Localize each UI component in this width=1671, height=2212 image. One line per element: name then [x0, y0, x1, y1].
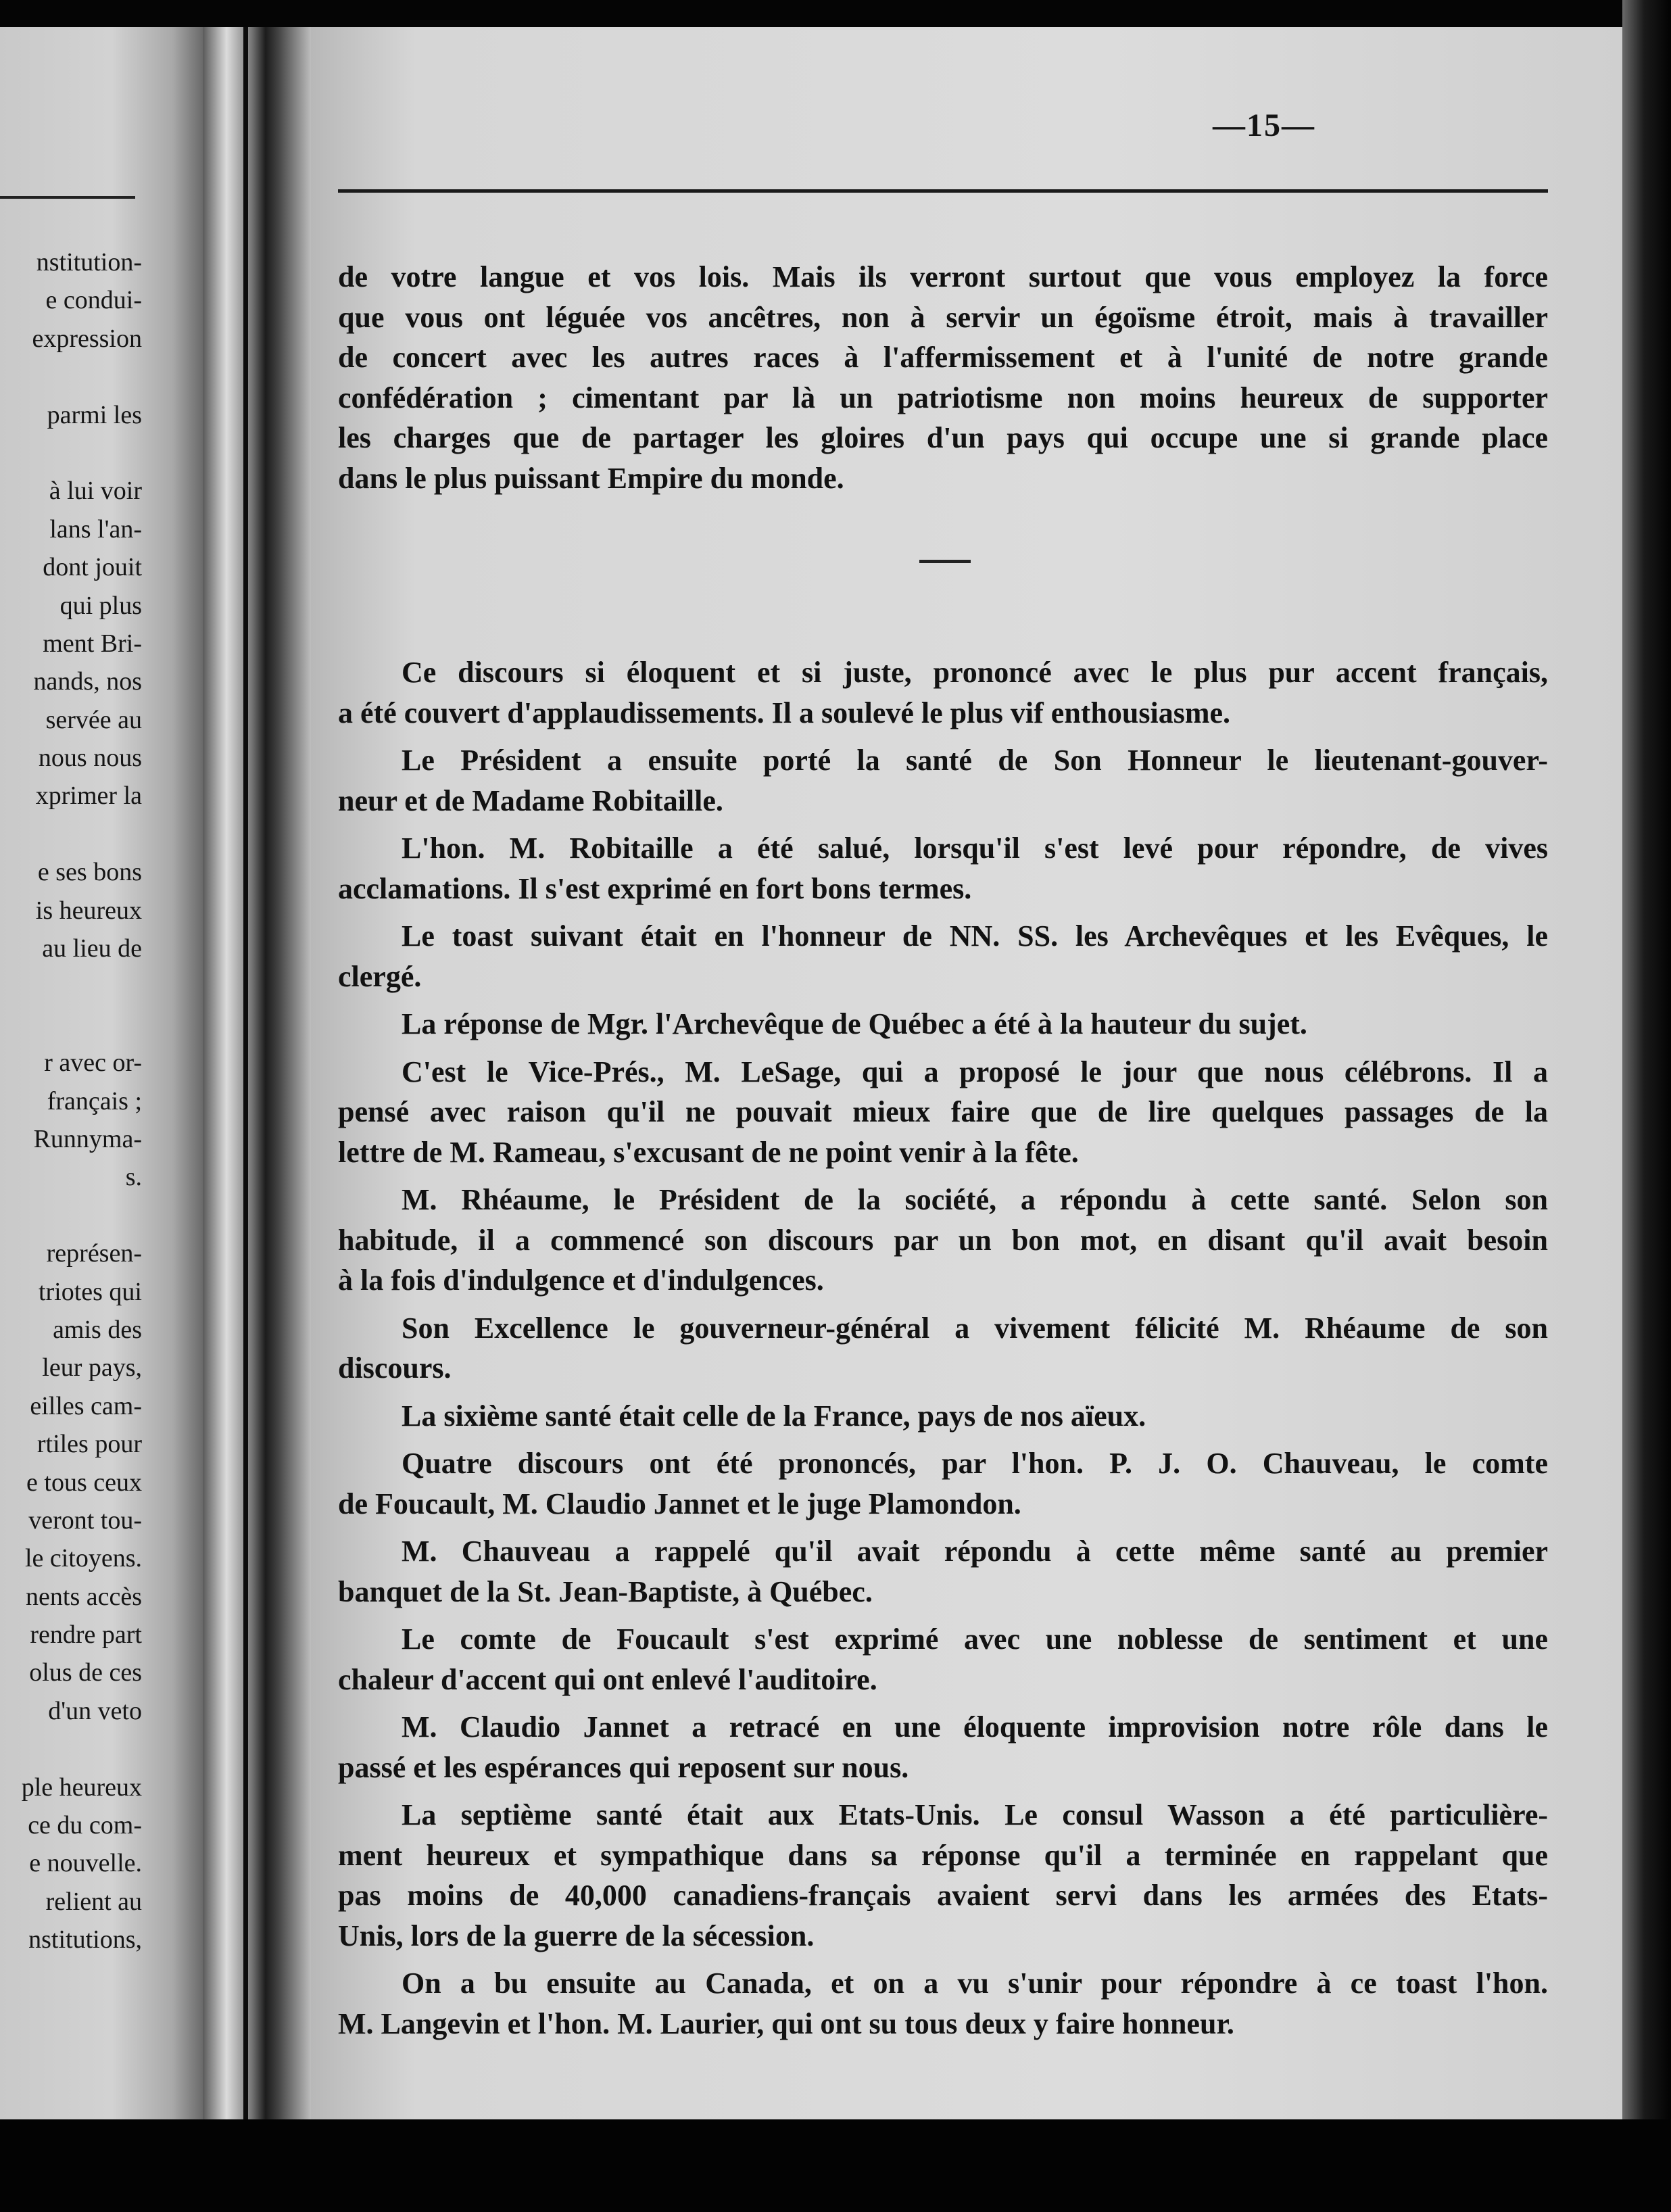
text-line: clergé.: [338, 959, 422, 993]
fragment-line: parmi les: [47, 400, 142, 429]
paragraph: [338, 828, 1548, 909]
text-line: Son Excellence le gouverneur-général a vivement félicité M. Rhéaume de son: [402, 1311, 1548, 1345]
text-line: que vous ont léguée vos ancêtres, non à servir un égoïsme étroit, mais à travailler: [338, 300, 1548, 334]
text-line: L'hon. M. Robitaille a été salué, lorsqu'il s'est levé pour répondre, de vives: [402, 832, 1548, 865]
fragment-line: relient au: [45, 1887, 142, 1916]
fragment-line: triotes qui: [38, 1277, 142, 1306]
text-line: Le Président a ensuite porté la santé de Son Honneur le lieutenant-gouver-: [402, 744, 1548, 777]
fragment-line: Runnyma-: [33, 1124, 142, 1153]
fragment-line: e nouvelle.: [29, 1849, 142, 1878]
fragment-line: le citoyens.: [24, 1544, 142, 1573]
text-line: lettre de M. Rameau, s'excusant de ne point venir à la fête.: [338, 1135, 1079, 1169]
paragraph: [338, 1308, 1548, 1389]
text-line: de concert avec les autres races à l'affermissement et à l'unité de notre grande: [338, 341, 1548, 374]
paragraph: [338, 1396, 1548, 1437]
text-line: M. Langevin et l'hon. M. Laurier, qui ont su tous deux y faire honneur.: [338, 2006, 1234, 2040]
fragment-line: olus de ces: [29, 1658, 142, 1687]
text-line: discours.: [338, 1351, 452, 1385]
fragment-line: représen-: [46, 1239, 142, 1268]
paragraph: [338, 1531, 1548, 1612]
film-border-right: [1622, 0, 1671, 2212]
fragment-line: e tous ceux: [26, 1468, 142, 1497]
fragment-line: nands, nos: [33, 667, 142, 696]
text-line: de votre langue et vos lois. Mais ils verront surtout que vous employez la force: [338, 260, 1548, 293]
text-line: banquet de la St. Jean-Baptiste, à Québec.: [338, 1574, 873, 1608]
text-line: M. Chauveau a rappelé qu'il avait répondu à cette même santé au premier: [402, 1535, 1548, 1568]
text-line: C'est le Vice-Prés., M. LeSage, qui a proposé le jour que nous célébrons. Il a: [402, 1055, 1548, 1088]
paragraph: [338, 1180, 1548, 1301]
text-line: Ce discours si éloquent et si juste, prononcé avec le plus pur accent français,: [402, 656, 1548, 689]
fragment-line: e ses bons: [37, 858, 142, 887]
book-gutter: [203, 27, 311, 2119]
fragment-line: is heureux: [35, 896, 142, 925]
document-page: [311, 27, 1622, 2119]
text-line: Quatre discours ont été prononcés, par l'hon. P. J. O. Chauveau, le comte: [402, 1447, 1548, 1480]
text-line: La sixième santé était celle de la France, pays de nos aïeux.: [402, 1399, 1146, 1433]
fragment-line: veront tou-: [28, 1506, 142, 1535]
paragraph: [338, 1795, 1548, 1956]
fragment-line: lans l'an-: [49, 514, 142, 544]
binding-seam: [243, 27, 248, 2119]
section-separator: [919, 560, 971, 563]
text-line: a été couvert d'applaudissements. Il a soulevé le plus vif enthousiasme.: [338, 696, 1231, 729]
opening-paragraph: [338, 257, 1548, 498]
text-line: confédération ; cimentant par là un patriotisme non moins heureux de supporter: [338, 381, 1548, 414]
fragment-line: ment Bri-: [43, 629, 142, 658]
text-line: passé et les espérances qui reposent sur nous.: [338, 1750, 909, 1784]
fragment-line: nents accès: [26, 1582, 142, 1611]
text-line: habitude, il a commencé son discours par un bon mot, en disant qu'il avait besoin: [338, 1223, 1548, 1257]
text-line: On a bu ensuite au Canada, et on a vu s'unir pour répondre à ce toast l'hon.: [402, 1967, 1548, 2000]
blank-line: [0, 1197, 142, 1234]
fragment-line: ple heureux: [21, 1773, 142, 1802]
blank-line: [0, 1006, 142, 1044]
blank-line: [0, 1730, 142, 1768]
facing-page-fragment: [0, 27, 203, 2119]
page-number: —15—: [1213, 107, 1315, 143]
fragment-line: rendre part: [30, 1620, 142, 1650]
text-line: Le comte de Foucault s'est exprimé avec une noblesse de sentiment et une: [402, 1622, 1548, 1656]
fragment-line: nous nous: [38, 744, 142, 773]
text-line: de Foucault, M. Claudio Jannet et le juge Plamondon.: [338, 1487, 1021, 1520]
blank-line: [0, 815, 142, 853]
fragment-line: qui plus: [59, 591, 142, 620]
paragraph: [338, 1619, 1548, 1700]
fragment-line: français ;: [47, 1086, 142, 1115]
paragraph: [338, 652, 1548, 733]
fragment-line: rtiles pour: [37, 1430, 142, 1459]
text-line: La septième santé était aux Etats-Unis. Le consul Wasson a été particulière-: [402, 1798, 1548, 1831]
header-rule: [338, 189, 1548, 193]
text-line: chaleur d'accent qui ont enlevé l'auditoire.: [338, 1662, 877, 1696]
paragraph: [338, 1443, 1548, 1524]
text-line: pensé avec raison qu'il ne pouvait mieux faire que de lire quelques passages de la: [338, 1095, 1548, 1128]
text-line: Unis, lors de la guerre de la sécession.: [338, 1919, 815, 1952]
paragraph: [338, 1004, 1548, 1044]
text-line: pas moins de 40,000 canadiens-français avaient servi dans les armées des Etats-: [338, 1879, 1548, 1912]
text-line: neur et de Madame Robitaille.: [338, 784, 723, 817]
film-border-bottom: [0, 2119, 1671, 2212]
fragment-line: dont jouit: [43, 553, 142, 582]
blank-line: [0, 358, 142, 395]
fragment-line: e condui-: [45, 286, 142, 315]
text-line: ment heureux et sympathique dans sa réponse qu'il a terminée en rappelant que: [338, 1838, 1548, 1872]
fragment-line: leur pays,: [42, 1353, 142, 1382]
body-text: [338, 652, 1548, 2051]
text-line: M. Rhéaume, le Président de la société, a répondu à cette santé. Selon son: [402, 1183, 1548, 1216]
fragment-line: d'un veto: [48, 1696, 142, 1725]
film-border-top: [0, 0, 1671, 27]
fragment-line: ce du com-: [28, 1811, 142, 1840]
text-line: M. Claudio Jannet a retracé en une éloquente improvision notre rôle dans le: [402, 1710, 1548, 1744]
fragment-line: expression: [32, 324, 142, 353]
fragment-line: amis des: [53, 1315, 142, 1344]
paragraph: [338, 1963, 1548, 2044]
paragraph: [338, 1707, 1548, 1787]
facing-page-lines: [0, 243, 142, 1959]
fragment-line: nstitution-: [36, 248, 142, 276]
fragment-line: à lui voir: [49, 477, 142, 506]
text-line: Le toast suivant était en l'honneur de NN. SS. les Archevêques et les Evêques, le: [402, 919, 1548, 953]
fragment-line: xprimer la: [35, 782, 142, 811]
paragraph: [338, 1052, 1548, 1173]
blank-line: [0, 967, 142, 1005]
paragraph: [338, 740, 1548, 821]
fragment-line: r avec or-: [44, 1049, 142, 1078]
facing-page-rule: [0, 196, 135, 199]
fragment-line: nstitutions,: [28, 1925, 142, 1954]
text-line: dans le plus puissant Empire du monde.: [338, 461, 844, 495]
fragment-line: servée au: [45, 705, 142, 734]
text-line: La réponse de Mgr. l'Archevêque de Québec a été à la hauteur du sujet.: [402, 1007, 1307, 1040]
paragraph: [338, 916, 1548, 996]
text-line: à la fois d'indulgence et d'indulgences.: [338, 1264, 824, 1297]
blank-line: [0, 434, 142, 472]
fragment-line: au lieu de: [42, 934, 142, 963]
fragment-line: s.: [125, 1163, 142, 1192]
fragment-line: eilles cam-: [30, 1391, 142, 1420]
text-line: les charges que de partager les gloires d'un pays qui occupe une si grande place: [338, 421, 1548, 454]
text-line: acclamations. Il s'est exprimé en fort bons termes.: [338, 871, 972, 905]
